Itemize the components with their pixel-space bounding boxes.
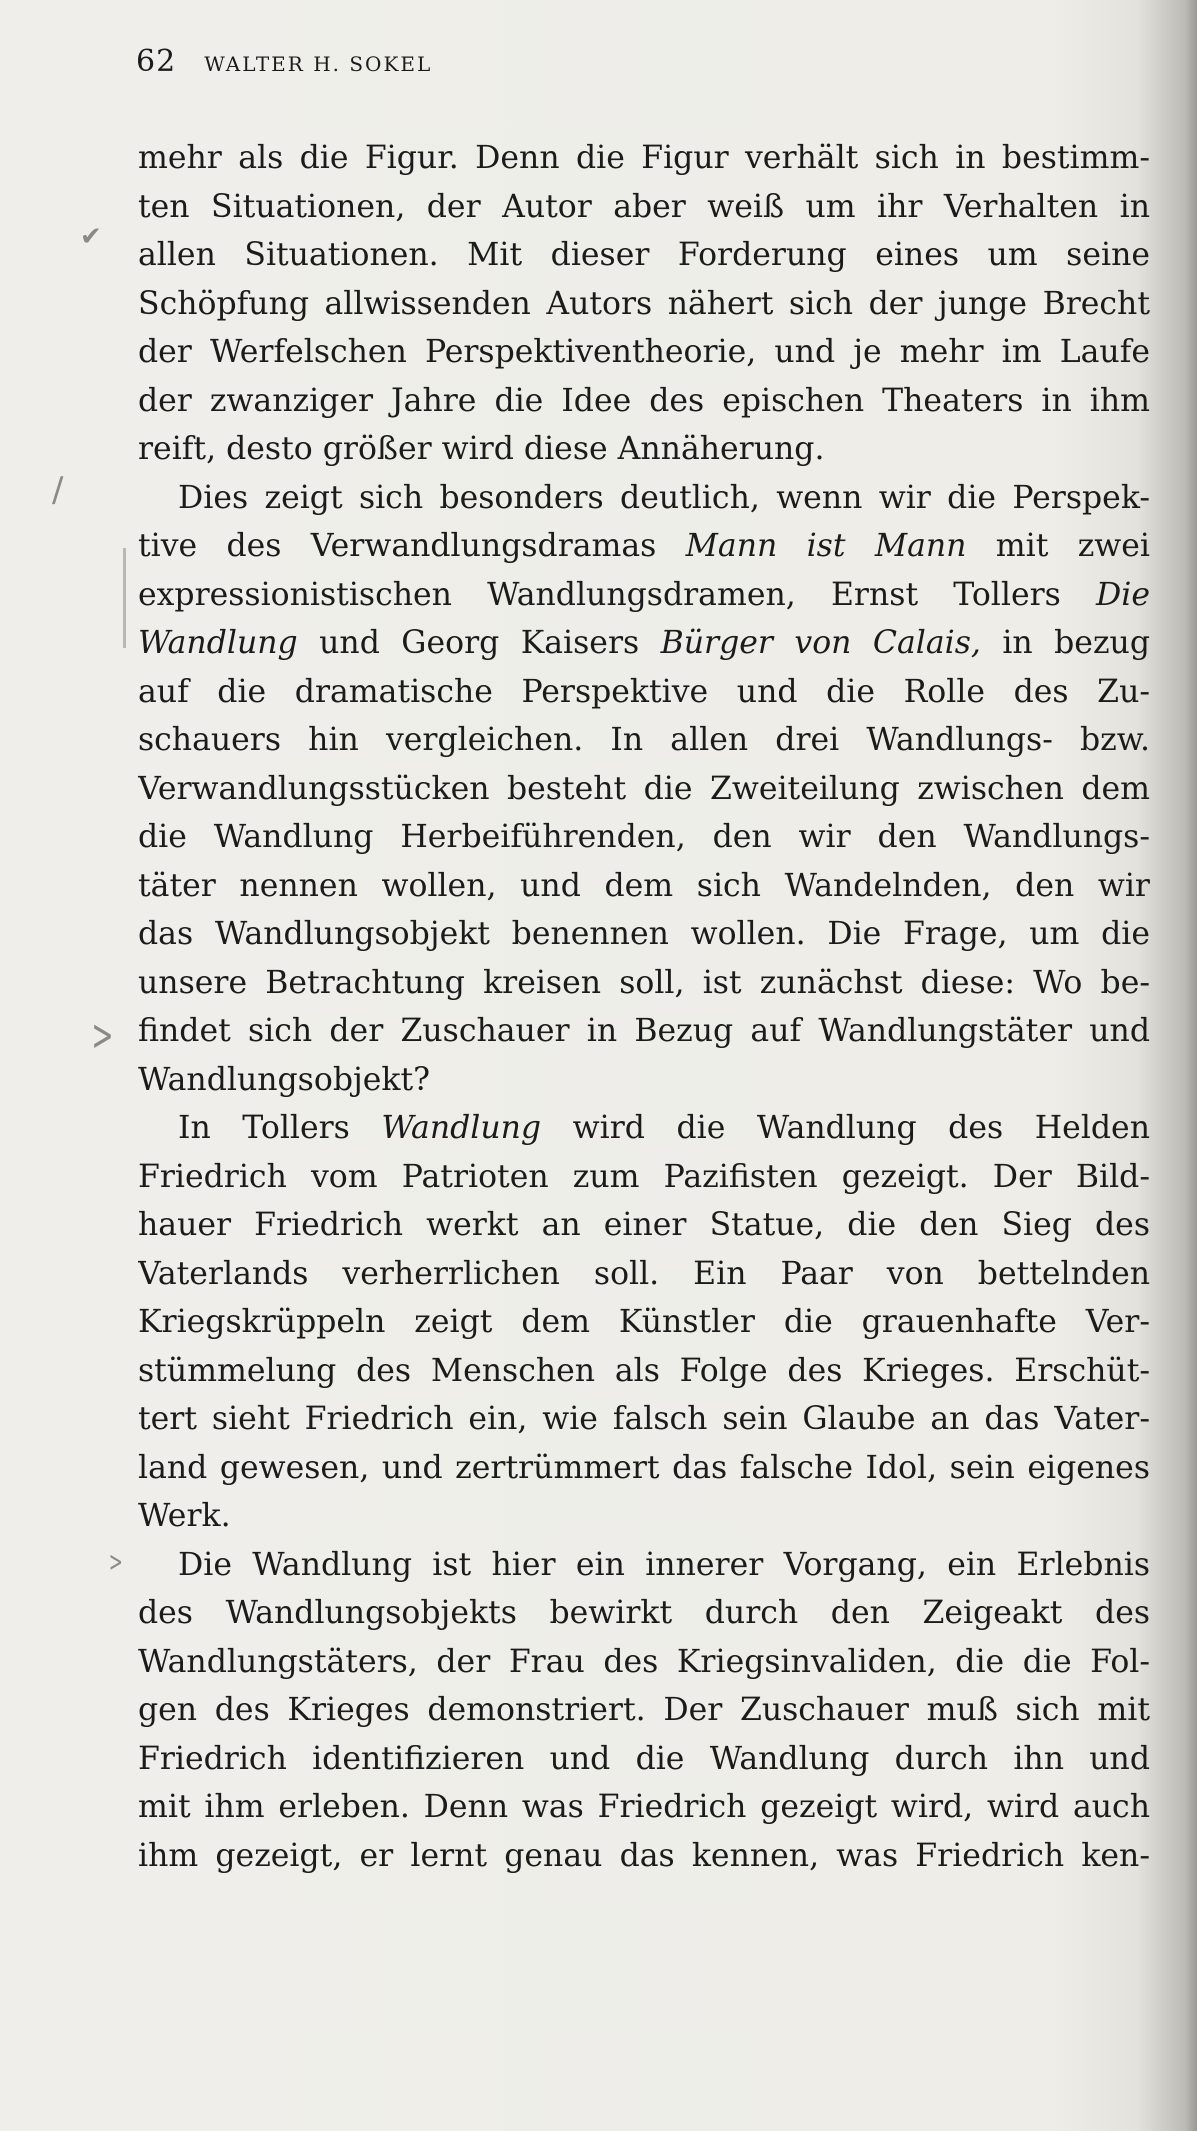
text-line: In Tollers Wandlung wird die Wandlung des Helden [178, 1110, 1150, 1146]
italic-title: Bürger von Calais, [660, 625, 981, 661]
pencil-chevron-mark: > [108, 1545, 123, 1578]
text-line: allen Situationen. Mit dieser Forderung eines um seine [138, 237, 1150, 273]
text-line: die Wandlung Herbeiführenden, den wir den Wandlungs- [138, 819, 1150, 855]
page-header [136, 44, 432, 84]
text-line: Kriegskrüppeln zeigt dem Künstler die grauenhafte Ver- [138, 1304, 1150, 1340]
italic-title: Die [1096, 576, 1150, 613]
text-line: reift, desto größer wird diese Annäherung. [138, 431, 825, 467]
page-number: 62 [136, 44, 177, 79]
text-line: Friedrich identifizieren und die Wandlung durch ihn und [138, 1740, 1150, 1777]
text-line: ten Situationen, der Autor aber weiß um ihr Verhalten in [138, 188, 1150, 225]
running-head: WALTER H. SOKEL [204, 52, 433, 76]
text-line: unsere Betrachtung kreisen soll, ist zunächst diese: Wo be- [138, 964, 1150, 1001]
text-line: gen des Krieges demonstriert. Der Zuschauer muß sich mit [138, 1692, 1150, 1728]
text-line: Schöpfung allwissenden Autors nähert sich der junge Brecht [138, 285, 1150, 322]
text-line: ihm gezeigt, er lernt genau das kennen, was Friedrich ken- [138, 1837, 1150, 1874]
text-line: der zwanziger Jahre die Idee des epischen Theaters in ihm [138, 382, 1150, 419]
text-line: Wandlung und Georg Kaisers Bürger von Calais, in bezug [138, 625, 1150, 661]
text-line: Dies zeigt sich besonders deutlich, wenn wir die Perspek- [178, 479, 1150, 516]
pencil-margin-line [123, 548, 126, 648]
pencil-slash-mark: ∕ [52, 470, 64, 510]
italic-title: Wandlung [138, 625, 298, 661]
text-line: hauer Friedrich werkt an einer Statue, die den Sieg des [138, 1207, 1150, 1243]
text-line: das Wandlungsobjekt benennen wollen. Die Frage, um die [138, 916, 1150, 952]
body-text [138, 134, 1150, 1880]
text-line: Verwandlungsstücken besteht die Zweiteilung zwischen dem [138, 770, 1150, 807]
pencil-chevron-mark: > [91, 1010, 114, 1061]
text-line: Vaterlands verherrlichen soll. Ein Paar von bettelnden [138, 1255, 1150, 1292]
text-line: tert sieht Friedrich ein, wie falsch sein Glaube an das Vater- [138, 1401, 1150, 1437]
italic-title: Wandlung [381, 1110, 542, 1146]
text-line: Friedrich vom Patrioten zum Pazifisten gezeigt. Der Bild- [138, 1158, 1150, 1195]
text-line: schauers hin vergleichen. In allen drei Wandlungs- bzw. [138, 722, 1150, 758]
text-line: des Wandlungsobjekts bewirkt durch den Zeigeakt des [138, 1595, 1150, 1631]
text-line: der Werfelschen Perspektiventheorie, und je mehr im Laufe [138, 334, 1150, 370]
text-line: findet sich der Zuschauer in Bezug auf Wandlungstäter und [138, 1013, 1150, 1049]
text-line: täter nennen wollen, und dem sich Wandelnden, den wir [138, 867, 1150, 904]
pencil-check-mark: ✔ [80, 222, 102, 252]
italic-title: Mann ist Mann [685, 528, 967, 564]
text-line: mehr als die Figur. Denn die Figur verhält sich in bestimm- [138, 140, 1150, 176]
text-line: tive des Verwandlungsdramas Mann ist Mann mit zwei [138, 528, 1150, 564]
text-line: land gewesen, und zertrümmert das falsche Idol, sein eigenes [138, 1449, 1150, 1486]
text-line: Die Wandlung ist hier ein innerer Vorgang, ein Erlebnis [178, 1546, 1150, 1583]
text-line: auf die dramatische Perspektive und die Rolle des Zu- [138, 673, 1150, 710]
text-line: Wandlungstäters, der Frau des Kriegsinvaliden, die die Fol- [138, 1643, 1150, 1680]
text-line: stümmelung des Menschen als Folge des Krieges. Erschüt- [138, 1352, 1150, 1389]
text-line: expressionistischen Wandlungsdramen, Ernst Tollers Die [138, 576, 1150, 613]
text-line: mit ihm erleben. Denn was Friedrich gezeigt wird, wird auch [138, 1789, 1150, 1825]
text-line: Werk. [138, 1498, 231, 1534]
text-line: Wandlungsobjekt? [138, 1061, 431, 1098]
